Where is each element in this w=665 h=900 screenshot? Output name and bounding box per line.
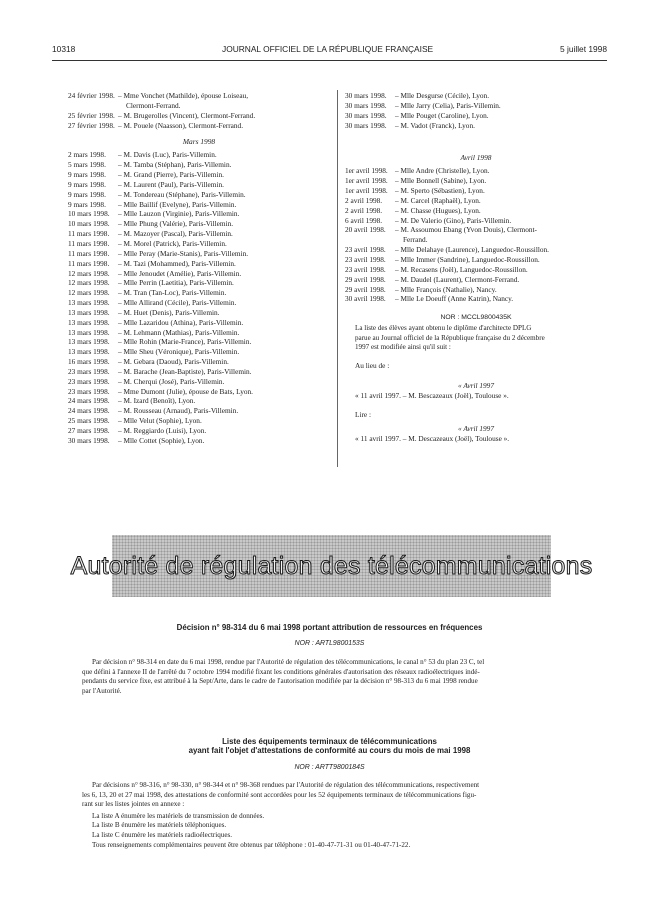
liste-title-2: ayant fait l'objet d'attestations de conformité au cours du mois de mai 1998 [188, 746, 471, 755]
entry-date: 2 mars 1998. [68, 150, 106, 160]
entry-date: 1er avril 1998. [345, 166, 388, 176]
intro-line: 1997 est modifiée ainsi qu'il suit : [355, 343, 451, 352]
architecte-intro [345, 324, 607, 353]
entry-text: – M. Vadot (Franck), Lyon. [395, 120, 475, 130]
list-entry [345, 196, 607, 206]
list-entry [345, 245, 607, 255]
entry-text: – M. Sperto (Sébastien), Lyon. [395, 186, 485, 196]
list-entry [345, 216, 607, 226]
entry-date: 13 mars 1998. [68, 347, 110, 357]
correction-entry-new: « 11 avril 1997. – M. Descazeaux (Joël), Toulouse ». [355, 433, 510, 443]
entry-date: 23 mars 1998. [68, 366, 110, 376]
entry-continuation: Clermont-Ferrand. [126, 100, 181, 110]
entry-date: 5 mars 1998. [68, 160, 106, 170]
entry-text: – M. Grand (Pierre), Paris-Villemin. [118, 170, 224, 180]
intro-line: La liste des élèves ayant obtenu le diplôme d'architecte DPLG [355, 324, 532, 333]
entry-date: 11 mars 1998. [68, 258, 110, 268]
entry-text: – M. Pouele (Naasson), Clermont-Ferrand. [118, 120, 244, 130]
entry-text: – M. Tazi (Mohammed), Paris-Villemin. [118, 258, 236, 268]
list-entry [345, 206, 607, 216]
entry-text: – M. Brugerolles (Vincent), Clermont-Ferrand. [118, 110, 256, 120]
left-top-list [68, 91, 330, 130]
list-entry [345, 285, 607, 295]
authority-banner [70, 535, 593, 597]
lire-label: Lire : [355, 409, 372, 419]
banner-title: Autorité de régulation des télécommunications [70, 551, 593, 580]
entry-text: – Mlle Bonnell (Sabine), Lyon. [395, 176, 487, 186]
entry-text: – M. Daudel (Laurent), Clermont-Ferrand. [395, 274, 520, 284]
entry-text: – Mme Vonchet (Mathilde), épouse Loiseau, [118, 91, 249, 100]
list-entry [68, 416, 330, 426]
liste-line: les 6, 13, 20 et 27 mai 1998, des attestations de conformité sont accordées pour les 52 équipements terminaux de télécommunications figu- [82, 790, 477, 799]
entry-date: 23 avril 1998. [345, 264, 386, 274]
list-entry [68, 269, 330, 279]
entry-date: 1er avril 1998. [345, 186, 388, 196]
list-entry [68, 170, 330, 180]
entry-date: 29 avril 1998. [345, 274, 386, 284]
list-entry [345, 255, 607, 265]
list-entry [345, 186, 607, 196]
liste-line: rant sur les listes jointes en annexe : [82, 800, 185, 809]
entry-text: – M. Assoumou Ebang (Yvon Douis), Clermont- [395, 225, 537, 235]
entry-date: 27 mars 1998. [68, 426, 110, 435]
entry-text: – M. Recasens (Joël), Languedoc-Roussillon. [395, 264, 528, 274]
entry-text: – M. Gebara (Daoud), Paris-Villemin. [118, 357, 229, 367]
entry-date: 9 mars 1998. [68, 199, 106, 209]
entry-date: 9 mars 1998. [68, 179, 106, 189]
entry-text: – M. Tamba (Stéphan), Paris-Villemin. [118, 160, 232, 170]
list-entry [68, 288, 330, 298]
entry-date: 2 avril 1998. [345, 195, 383, 205]
list-entry [68, 387, 330, 397]
decision-nor: NOR : ARTL9800153S [294, 640, 365, 647]
entry-text: – M. Barache (Jean-Baptiste), Paris-Villemin. [118, 366, 252, 376]
entry-text: – Mlle Rohin (Marie-France), Paris-Villemin. [118, 337, 252, 347]
entry-date: 11 mars 1998. [68, 238, 110, 248]
decision-line: par l'Autorité. [82, 686, 122, 695]
entry-text: – Mlle Jarry (Celia), Paris-Villemin. [395, 100, 501, 110]
entry-date: 30 mars 1998. [345, 110, 387, 120]
liste-item: La liste B énumère les matériels téléphoniques. [92, 821, 227, 830]
month-heading-avril: Avril 1998 [460, 153, 492, 163]
entry-text: – M. Tondereau (Stéphane), Paris-Villemin. [118, 189, 246, 199]
list-entry [68, 347, 330, 357]
list-entry [68, 377, 330, 387]
entry-date: 30 mars 1998. [345, 91, 387, 100]
entry-date: 27 février 1998. [68, 120, 115, 130]
entry-text: – Mlle Allirand (Cécile), Paris-Villemin. [118, 298, 237, 308]
entry-date: 30 mars 1998. [345, 100, 387, 110]
entry-text: – Mlle Sheu (Véronique), Paris-Villemin. [118, 347, 240, 357]
list-entry [345, 265, 607, 275]
list-entry [345, 101, 607, 111]
entry-text: – Mlle Le Doeuff (Anne Katrin), Nancy. [395, 294, 514, 304]
entry-text: – M. Tran (Tan-Loc), Paris-Villemin. [118, 288, 227, 298]
entry-text: – Mlle Pouget (Caroline), Lyon. [395, 110, 489, 120]
entry-date: 10 mars 1998. [68, 209, 110, 219]
month-heading-mars: Mars 1998 [182, 137, 216, 147]
liste-title-1: Liste des équipements terminaux de télécommunications [222, 737, 437, 746]
entry-text: – Mlle François (Nathalie), Nancy. [395, 284, 497, 294]
entry-date: 13 mars 1998. [68, 317, 110, 327]
entry-date: 13 mars 1998. [68, 298, 110, 308]
entry-text: – Mlle Velut (Sophie), Lyon. [118, 416, 202, 426]
list-entry [68, 367, 330, 377]
entry-text: – Mlle Delahaye (Laurence), Languedoc-Roussillon. [395, 245, 549, 255]
list-entry [68, 160, 330, 170]
entry-text: – M. Mazoyer (Pascal), Paris-Villemin. [118, 229, 233, 239]
right-column [345, 91, 607, 444]
entry-date: 30 avril 1998. [345, 294, 386, 304]
right-top-list [345, 91, 607, 130]
list-entry [68, 328, 330, 338]
avril-1997-heading-b: « Avril 1997 [458, 423, 494, 433]
entry-date: 12 mars 1998. [68, 278, 110, 288]
entry-date: 23 mars 1998. [68, 386, 110, 396]
entry-date: 25 mars 1998. [68, 416, 110, 426]
entry-date: 25 février 1998. [68, 110, 115, 120]
au-lieu-de-label: Au lieu de : [355, 360, 390, 370]
list-entry [68, 180, 330, 190]
entry-date: 23 mars 1998. [68, 376, 110, 386]
list-entry [68, 239, 330, 249]
list-entry [68, 111, 330, 121]
entry-date: 30 mars 1998. [68, 435, 110, 445]
entry-date: 1er avril 1998. [345, 176, 388, 186]
entry-continuation: Ferrand. [403, 235, 428, 245]
left-column [68, 91, 330, 446]
header-rule [52, 60, 607, 61]
entry-text: – M. Lehmann (Mathias), Paris-Villemin. [118, 327, 240, 337]
list-entry [68, 308, 330, 318]
column-divider [337, 90, 338, 467]
entry-text: – Mlle Desgurse (Cécile), Lyon. [395, 91, 490, 100]
decision-body [82, 658, 607, 696]
entry-text: – Mlle Jenoudet (Amélie), Paris-Villemin. [118, 268, 242, 278]
liste-line: Par décisions n° 98-316, n° 98-330, n° 98-344 et n° 98-368 rendues par l'Autorité de régulation des télécommunications, respectivement [92, 781, 480, 789]
entry-date: 20 avril 1998. [345, 225, 386, 235]
liste-contact: Tous renseignements complémentaires peuvent être obtenus par téléphone : 01-40-47-71-31 ou 01-40-47-71-22. [92, 840, 411, 849]
liste-nor: NOR : ARTT9800184S [294, 764, 365, 771]
entry-text: – Mlle Immer (Sandrine), Languedoc-Roussillon. [395, 254, 540, 264]
list-entry [68, 406, 330, 416]
issue-date: 5 juillet 1998 [559, 44, 607, 54]
decision-line: pendants du service fixe, est attribué à la Sept/Arte, dans le cadre de l'autorisation modifiée par la décision n° 98-313 du 6 mai 1998 rendue [82, 677, 478, 686]
list-entry [345, 121, 607, 131]
liste-item: La liste C énumère les matériels radioélectriques. [92, 830, 233, 839]
list-entry [68, 337, 330, 347]
decision-line: Par décision n° 98-314 en date du 6 mai 1998, rendue par l'Autorité de régulation des télécommunications, le canal n° 53 du plan 23 C, tel [92, 658, 485, 666]
entry-date: 24 mars 1998. [68, 396, 110, 406]
entry-text: – Mlle Perrin (Laetitia), Paris-Villemin. [118, 278, 234, 288]
list-entry [68, 318, 330, 328]
entry-date: 10 mars 1998. [68, 219, 110, 229]
list-entry [345, 176, 607, 186]
entry-text: – M. Morel (Patrick), Paris-Villemin. [118, 238, 227, 248]
decision-line: que défini à l'annexe II de l'arrêté du 7 octobre 1994 modifié fixant les conditions générales d'autorisation des réseaux radioélectriques indé- [82, 667, 480, 676]
entry-text: – Mlle Lauzon (Virginie), Paris-Villemin. [118, 209, 240, 219]
entry-text: – M. Reggiardo (Luisi), Lyon. [118, 426, 207, 435]
entry-date: 9 mars 1998. [68, 170, 106, 180]
intro-line: parue au Journal officiel de la République française du 2 décembre [355, 333, 545, 342]
nor-architecte: NOR : MCCL9800435K [440, 314, 512, 322]
list-entry [68, 150, 330, 160]
liste-body [82, 781, 607, 850]
entry-text: – Mlle Cottet (Sophie), Lyon. [118, 435, 205, 445]
list-entry [68, 436, 330, 446]
decision-title: Décision n° 98-314 du 6 mai 1998 portant attribution de ressources en fréquences [176, 623, 483, 632]
entry-text: – M. Rousseau (Arnaud), Paris-Villemin. [118, 406, 239, 416]
entry-text: – Mlle Andre (Christelle), Lyon. [395, 166, 490, 176]
entry-text: – M. Chasse (Hugues), Lyon. [395, 205, 481, 215]
entry-date: 24 mars 1998. [68, 406, 110, 416]
entry-text: – M. Cherqui (José), Paris-Villemin. [118, 376, 225, 386]
entry-text: – Mme Dumont (Julie), épouse de Bats, Lyon. [118, 386, 253, 396]
entry-date: 23 avril 1998. [345, 245, 386, 255]
entry-date: 24 février 1998. [68, 91, 115, 100]
entry-text: – M. Davis (Luc), Paris-Villemin. [118, 150, 217, 160]
liste-item: La liste A énumère les matériels de transmission de données. [92, 811, 265, 820]
list-entry [68, 229, 330, 239]
list-entry [345, 166, 607, 176]
list-entry [345, 294, 607, 304]
list-entry [345, 91, 607, 101]
entry-text: – M. De Valerio (Gino), Paris-Villemin. [395, 215, 512, 225]
entry-date: 6 avril 1998. [345, 215, 383, 225]
entry-text: – M. Izard (Benoît), Lyon. [118, 396, 196, 406]
correction-entry-old: « 11 avril 1997. – M. Bescazeaux (Joël), Toulouse ». [355, 390, 509, 400]
list-entry [68, 209, 330, 219]
entry-date: 13 mars 1998. [68, 307, 110, 317]
list-entry [345, 225, 607, 235]
mars-list [68, 150, 330, 445]
entry-text: – M. Huet (Denis), Paris-Villemin. [118, 307, 220, 317]
entry-text: – Mlle Lazaridou (Athina), Paris-Villemin. [118, 317, 244, 327]
entry-date: 11 mars 1998. [68, 229, 110, 239]
entry-date: 12 mars 1998. [68, 288, 110, 298]
page-number: 10318 [52, 44, 76, 54]
entry-date: 29 avril 1998. [345, 284, 386, 294]
list-entry [68, 190, 330, 200]
list-entry [68, 121, 330, 131]
entry-date: 2 avril 1998. [345, 205, 383, 215]
list-entry [68, 278, 330, 288]
list-entry [68, 298, 330, 308]
entry-date: 12 mars 1998. [68, 268, 110, 278]
list-entry [68, 357, 330, 367]
entry-date: 13 mars 1998. [68, 327, 110, 337]
entry-date: 13 mars 1998. [68, 337, 110, 347]
list-entry [345, 275, 607, 285]
entry-date: 30 mars 1998. [345, 120, 387, 130]
avril-1997-heading-a: « Avril 1997 [458, 380, 494, 390]
list-entry [68, 249, 330, 259]
entry-date: 11 mars 1998. [68, 248, 110, 258]
entry-date: 23 avril 1998. [345, 254, 386, 264]
list-entry [68, 396, 330, 406]
entry-date: 16 mars 1998. [68, 357, 110, 367]
entry-text: – Mlle Peray (Marie-Stanis), Paris-Villemin. [118, 248, 249, 258]
list-entry [68, 426, 330, 436]
list-entry [68, 91, 330, 101]
entry-text: – Mlle Phung (Valérie), Paris-Villemin. [118, 219, 234, 229]
list-entry [68, 259, 330, 269]
avril-list [345, 166, 607, 304]
page-header [52, 44, 607, 58]
list-entry [345, 111, 607, 121]
entry-text: – M. Laurent (Paul), Paris-Villemin. [118, 179, 224, 189]
entry-text: – M. Carcel (Raphaël), Lyon. [395, 195, 481, 205]
list-entry [68, 200, 330, 210]
entry-text: – Mlle Baillif (Evelyne), Paris-Villemin. [118, 199, 237, 209]
journal-title: JOURNAL OFFICIEL DE LA RÉPUBLIQUE FRANÇAISE [222, 44, 434, 54]
list-entry [68, 219, 330, 229]
entry-date: 9 mars 1998. [68, 189, 106, 199]
